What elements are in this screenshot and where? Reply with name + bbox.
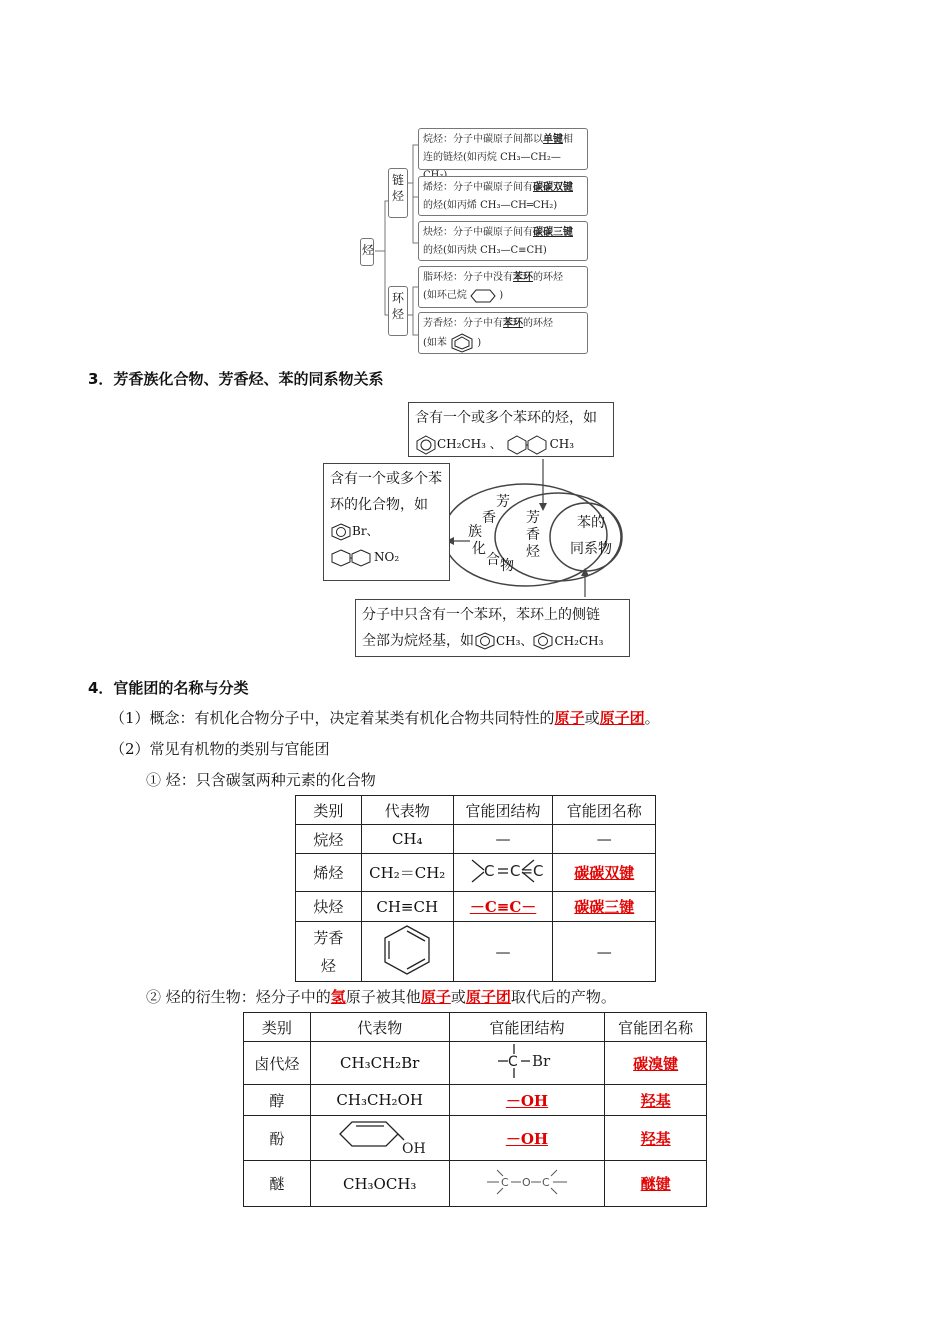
venn-bottom-text: 分子中只含有一个苯环，苯环上的侧链 <box>362 607 600 623</box>
venn-outer-text: 合 <box>486 552 500 568</box>
c-br-bond-icon <box>492 1042 562 1080</box>
leaf-text: 炔烃：分子中碳原子间有 <box>423 227 533 238</box>
table-cell: 炔烃 <box>296 892 362 922</box>
concept-text: 。 <box>644 709 660 727</box>
venn-inner-text: 同系物 <box>570 541 612 557</box>
table-header: 代表物 <box>310 1013 449 1042</box>
leaf-text: 的烃(如丙烯 CH₃—CH═CH₂) <box>423 200 558 211</box>
derivative-text: 原子被其他 <box>345 988 421 1006</box>
table-cell: — <box>553 825 656 854</box>
table-answer-cell: 醚键 <box>605 1161 707 1207</box>
separator: 、 <box>489 437 502 451</box>
svg-text:C: C <box>500 1175 509 1189</box>
derivative-text: 取代后的产物。 <box>510 988 616 1006</box>
phenol-oh-label: OH <box>401 1141 426 1157</box>
venn-top-text: 含有一个或多个苯环的烃，如 <box>415 410 597 426</box>
leaf-text: 烷烃：分子中碳原子间都以 <box>423 134 543 145</box>
table-header: 官能团结构 <box>453 796 553 825</box>
venn-outer-text: 化 <box>472 541 486 557</box>
ethyl-label: CH₂CH₃ <box>554 634 604 648</box>
venn-outer-text: 族 <box>468 524 482 540</box>
ether-structure-cell <box>449 1161 605 1207</box>
table-header: 代表物 <box>361 796 453 825</box>
leaf-text: 连的链烃(如丙烷 CH₃—CH₂— <box>423 152 561 163</box>
venn-middle-text: 芳 香 烃 <box>526 510 540 560</box>
leaf-text: 脂环烃：分子中没有 <box>423 272 513 283</box>
nitro-example <box>330 544 443 570</box>
alkene-structure-cell <box>453 854 553 892</box>
benzene-icon <box>415 435 437 455</box>
svg-text:C: C <box>484 861 495 880</box>
venn-middle-label <box>525 510 541 561</box>
separator: 、 <box>520 634 533 648</box>
methyl-label: CH₃ <box>549 437 575 451</box>
leaf-text: ) <box>499 290 504 301</box>
hydrocarbon-table <box>295 795 656 982</box>
table-cell: CH₂＝CH₂ <box>361 854 453 892</box>
venn-bottom-text: 全部为烷烃基，如 <box>362 633 474 649</box>
concept-text: 或 <box>584 709 600 727</box>
table-header: 官能团名称 <box>553 796 656 825</box>
tree-root-label: 烃 <box>362 243 375 257</box>
leaf-text: 的烃(如丙炔 CH₃—C≡CH) <box>423 245 547 256</box>
table-cell: CH₃OCH₃ <box>310 1161 449 1207</box>
derivative-paragraph <box>146 986 616 1007</box>
concept-paragraph <box>110 707 660 728</box>
leaf-alkane <box>418 128 588 170</box>
table-answer-cell: 碳溴键 <box>605 1042 707 1085</box>
table-cell: CH₃CH₂OH <box>310 1085 449 1116</box>
benzene-structure-cell <box>361 922 453 982</box>
answer-group: 原子团 <box>599 709 645 727</box>
venn-top-box <box>408 402 614 457</box>
nitro-label: NO₂ <box>374 550 400 564</box>
leaf-text: 的环烃 <box>533 272 563 283</box>
table-answer-cell: 羟基 <box>605 1116 707 1161</box>
categories-paragraph: （2）常见有机物的类别与官能团 <box>110 740 330 758</box>
table-answer-cell: －OH <box>449 1085 605 1116</box>
phenol-icon <box>332 1116 428 1156</box>
venn-left-text: 含有一个或多个苯 <box>330 471 442 487</box>
table-cell: 醚 <box>244 1161 311 1207</box>
leaf-text: 相 <box>563 134 573 145</box>
leaf-key: 苯环 <box>513 272 533 283</box>
table-row <box>244 1042 707 1085</box>
aromatic-label: 芳香烃 <box>313 928 344 975</box>
table-row <box>296 892 656 922</box>
table-cell: CH₃CH₂Br <box>310 1042 449 1085</box>
leaf-key: 单键 <box>543 134 563 145</box>
concept-text: （1）概念：有机化合物分子中，决定着某类有机化合物共同特性的 <box>110 709 555 727</box>
tree-root <box>360 238 374 266</box>
venn-inner-text: 苯的 <box>577 515 605 531</box>
cyclohexane-icon <box>470 288 496 304</box>
leaf-text: 的环烃 <box>523 318 553 329</box>
svg-text:C: C <box>507 1054 518 1070</box>
table-answer-cell: 碳碳双键 <box>553 854 656 892</box>
br-label: Br <box>531 1052 551 1070</box>
table-header-row <box>296 796 656 825</box>
leaf-key: 碳碳三键 <box>533 227 573 238</box>
ethylbenzene-label: CH₂CH₃ <box>437 437 486 451</box>
derivative-table <box>243 1012 707 1207</box>
svg-text:C: C <box>541 1175 550 1189</box>
venn-left-text: 环的化合物，如 <box>330 497 428 513</box>
venn-outer-text: 物 <box>500 558 514 574</box>
bromobenzene-example <box>330 518 443 544</box>
derivative-text: ② 烃的衍生物：烃分子中的 <box>146 988 331 1006</box>
table-cell: — <box>453 825 553 854</box>
chain-label: 链烃 <box>391 173 404 203</box>
answer-hydrogen: 氢 <box>330 988 346 1006</box>
biphenyl-icon <box>506 435 550 455</box>
table-row <box>244 1085 707 1116</box>
derivative-text: 或 <box>450 988 466 1006</box>
ether-bond-icon <box>485 1164 569 1200</box>
benzene-icon <box>330 523 352 541</box>
benzene-icon <box>532 632 554 650</box>
table-header: 类别 <box>244 1013 311 1042</box>
venn-outer-text: 芳 <box>496 494 510 510</box>
tree-ring-node <box>388 286 408 336</box>
leaf-text: ) <box>477 337 482 349</box>
table-header: 类别 <box>296 796 362 825</box>
leaf-alkene <box>418 176 588 216</box>
table-row <box>244 1161 707 1207</box>
leaf-text: 芳香烃：分子中有 <box>423 318 503 329</box>
hydrocarbon-paragraph: ① 烃：只含碳氢两种元素的化合物 <box>146 771 376 789</box>
leaf-key: 苯环 <box>503 318 523 329</box>
alkene-structure-text: C=C <box>510 861 544 880</box>
leaf-aromatic <box>418 312 588 354</box>
table-cell: — <box>453 922 553 982</box>
venn-bottom-box <box>355 599 630 657</box>
table-header-row <box>244 1013 707 1042</box>
double-bond-icon <box>468 855 544 887</box>
leaf-alicyclic <box>418 266 588 308</box>
leaf-text: 烯烃：分子中碳原子间有 <box>423 182 533 193</box>
table-header: 官能团结构 <box>449 1013 605 1042</box>
leaf-text: (如苯 <box>423 337 447 349</box>
section4-heading: 4．官能团的名称与分类 <box>88 679 249 697</box>
venn-bottom-examples <box>362 628 623 654</box>
table-row <box>244 1116 707 1161</box>
leaf-text: (如环己烷 <box>423 290 467 301</box>
benzene-icon <box>474 632 496 650</box>
table-answer-cell: －OH <box>449 1116 605 1161</box>
table-row <box>296 922 656 982</box>
haloalkane-structure-cell <box>449 1042 605 1085</box>
phenol-structure-cell <box>310 1116 449 1161</box>
biphenyl-icon <box>330 549 374 567</box>
table-cell: 醇 <box>244 1085 311 1116</box>
venn-left-box <box>323 463 450 581</box>
table-answer-cell: 碳碳三键 <box>553 892 656 922</box>
leaf-alkyne <box>418 221 588 261</box>
venn-top-examples <box>415 431 607 457</box>
venn-outer-text: 香 <box>482 510 496 526</box>
venn-inner-label <box>566 510 616 562</box>
table-header: 官能团名称 <box>605 1013 707 1042</box>
table-cell: — <box>553 922 656 982</box>
table-row <box>296 854 656 892</box>
table-cell: CH₄ <box>361 825 453 854</box>
answer-atom: 原子 <box>420 988 451 1006</box>
table-cell: CH≡CH <box>361 892 453 922</box>
table-answer-cell: －C≡C－ <box>453 892 553 922</box>
bromo-label: Br、 <box>352 524 379 538</box>
table-answer-cell: 羟基 <box>605 1085 707 1116</box>
table-cell: 卤代烃 <box>244 1042 311 1085</box>
table-cell: 酚 <box>244 1116 311 1161</box>
table-cell: 烷烃 <box>296 825 362 854</box>
table-cell: 烯烃 <box>296 854 362 892</box>
answer-atom: 原子 <box>554 709 585 727</box>
ring-label: 环烃 <box>391 291 404 321</box>
benzene-icon <box>450 333 474 353</box>
svg-text:O: O <box>521 1175 531 1189</box>
section3-heading: 3．芳香族化合物、芳香烃、苯的同系物关系 <box>88 370 384 388</box>
table-cell <box>296 922 362 982</box>
answer-group: 原子团 <box>465 988 511 1006</box>
leaf-key: 碳碳双键 <box>533 182 573 193</box>
table-row <box>296 825 656 854</box>
tree-chain-node <box>388 168 408 218</box>
benzene-icon <box>379 923 435 977</box>
toluene-label: CH₃ <box>496 634 521 648</box>
